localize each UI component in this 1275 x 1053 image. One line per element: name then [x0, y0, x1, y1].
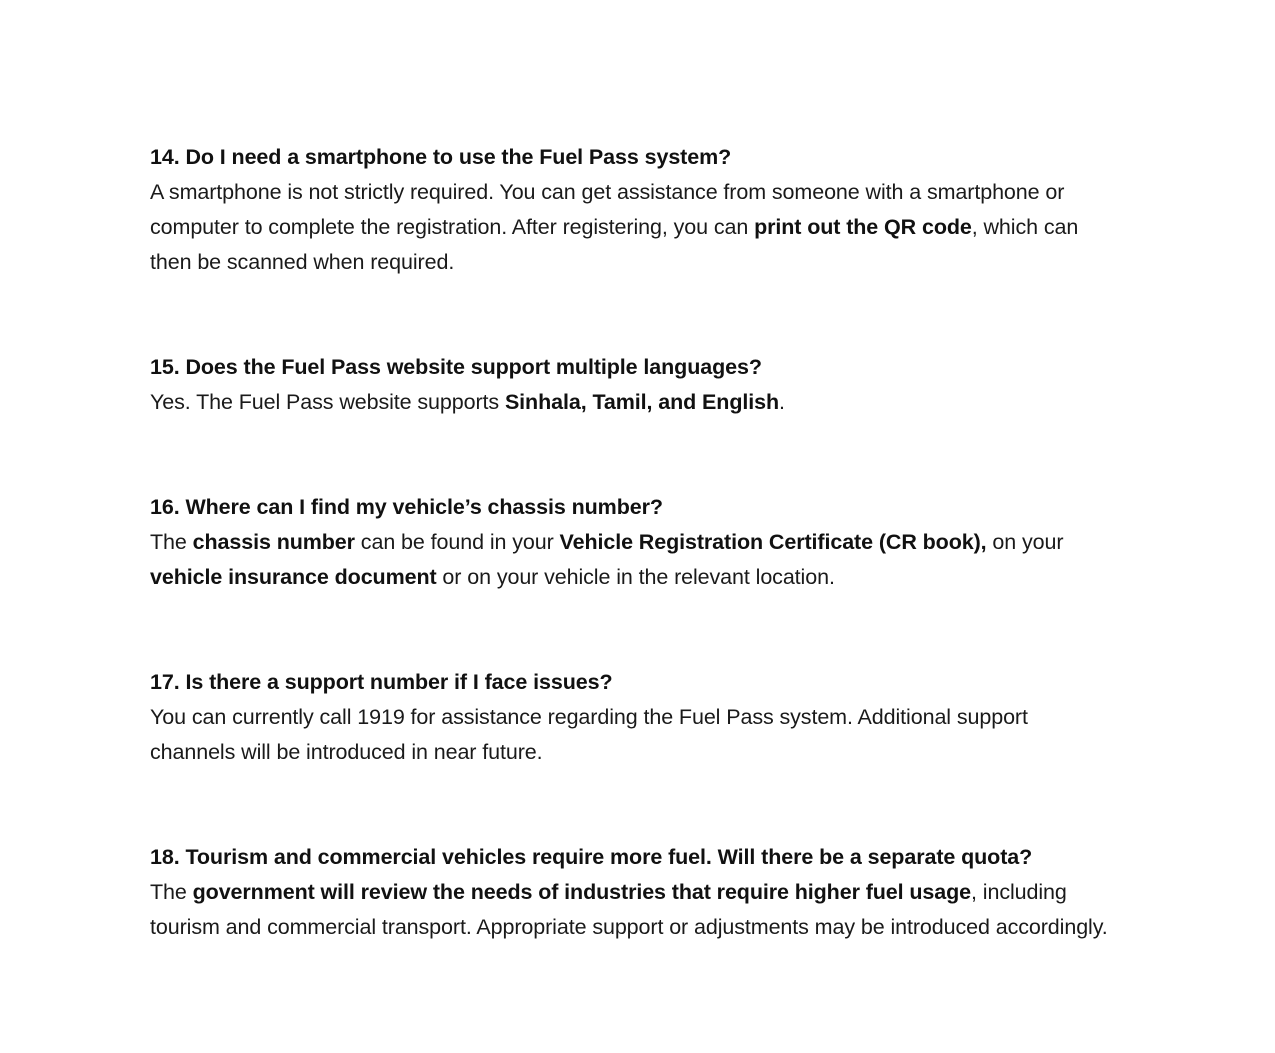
- faq-answer: [150, 175, 1115, 280]
- faq-answer-text: Yes. The Fuel Pass website supports: [150, 390, 505, 414]
- faq-question: 18. Tourism and commercial vehicles require more fuel. Will there be a separate quota?: [150, 845, 1033, 869]
- faq-answer-text: A smartphone is not strictly required. You can get assistance from someone with a smartphone or computer to complete the registration. After registering, you can: [150, 180, 1065, 239]
- faq-answer-text: The: [150, 530, 193, 554]
- faq-answer-text: can be found in your: [354, 530, 560, 554]
- faq-answer-text: , which can then be scanned when required.: [150, 215, 1079, 274]
- faq-item: [150, 490, 1115, 595]
- faq-item: [150, 350, 1115, 420]
- faq-answer: [150, 385, 1115, 420]
- faq-answer: [150, 525, 1115, 595]
- faq-item: [150, 140, 1115, 280]
- faq-question: 15. Does the Fuel Pass website support multiple languages?: [150, 355, 762, 379]
- faq-answer: [150, 875, 1115, 945]
- faq-question: 17. Is there a support number if I face issues?: [150, 670, 613, 694]
- faq-answer-text: You can currently call 1919 for assistance regarding the Fuel Pass system. Additional support channels will be introduced in near future.: [150, 705, 1028, 764]
- faq-answer-text: .: [779, 390, 785, 414]
- faq-answer-emphasis: Vehicle Registration Certificate (CR book),: [559, 530, 987, 554]
- faq-item: [150, 665, 1115, 770]
- faq-answer-emphasis: print out the QR code: [754, 215, 972, 239]
- faq-answer-text: The: [150, 880, 193, 904]
- faq-answer: [150, 700, 1115, 770]
- faq-question: 16. Where can I find my vehicle’s chassis number?: [150, 495, 663, 519]
- faq-answer-emphasis: chassis number: [192, 530, 355, 554]
- faq-answer-emphasis: vehicle insurance document: [150, 565, 437, 589]
- faq-answer-text: or on your vehicle in the relevant location.: [436, 565, 835, 589]
- faq-answer-text: on your: [986, 530, 1064, 554]
- faq-question: 14. Do I need a smartphone to use the Fuel Pass system?: [150, 145, 732, 169]
- faq-answer-text: , including tourism and commercial transport. Appropriate support or adjustments may be introduced accordingly.: [150, 880, 1108, 939]
- faq-answer-emphasis: government will review the needs of industries that require higher fuel usage: [192, 880, 972, 904]
- faq-item: [150, 840, 1115, 945]
- faq-answer-emphasis: Sinhala, Tamil, and English: [504, 390, 779, 414]
- faq-list: [150, 140, 1115, 945]
